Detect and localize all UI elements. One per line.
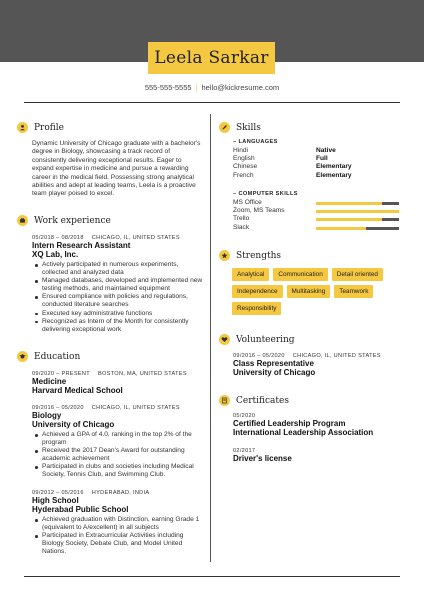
skill-row: [233, 207, 403, 215]
certificate-name: Driver's license: [233, 454, 292, 463]
entry-org: University of Chicago: [32, 420, 115, 429]
entry-dates: 09/2020 – PRESENT: [32, 371, 90, 377]
heart-icon: [219, 334, 230, 345]
entry-role: Intern Research Assistant: [32, 241, 131, 250]
language-row: [233, 155, 403, 163]
education-title: Education: [34, 351, 81, 362]
graduation-cap-icon: [17, 351, 28, 362]
star-icon: [219, 250, 230, 261]
list-item: Participated in Extracurricular Activities including Biology Society, Debate Club, and Model United Nations.: [32, 532, 204, 556]
entry-location: CHICAGO, IL, UNITED STATES: [292, 353, 381, 359]
skill-bar-fill: [316, 202, 382, 205]
computer-skills-label: – COMPUTER SKILLS: [233, 191, 298, 197]
strength-tag: Analytical: [232, 268, 269, 281]
list-item: Ensured compliance with policies and regulations, conducted literature searches: [32, 293, 204, 309]
languages-block: [233, 139, 403, 180]
entry-role: Biology: [32, 411, 62, 420]
language-name: French: [233, 171, 254, 179]
contact-separator: |: [195, 83, 198, 92]
candidate-name: Leela Sarkar: [154, 48, 269, 68]
certificate-name: Certified Leadership Program: [233, 419, 346, 428]
entry-role: High School: [32, 496, 79, 505]
strengths-header: [219, 250, 281, 261]
strength-tag: Responsibility: [232, 302, 281, 315]
education-header: [17, 351, 80, 362]
entry-dates: 09/2016 – 05/2020: [32, 405, 84, 411]
skill-bar-fill: [316, 218, 382, 221]
skill-name: MS Office: [233, 199, 262, 206]
pencil-icon: [219, 122, 230, 133]
certificate-entry: [233, 448, 403, 463]
certificates-title: Certificates: [236, 395, 289, 406]
entry-location: CHICAGO, IL, UNITED STATES: [91, 235, 180, 241]
skill-name: Slack: [233, 223, 250, 231]
work-entry: [32, 235, 204, 334]
skill-bar: [316, 202, 399, 205]
skill-bar-fill: [316, 227, 366, 230]
language-row: [233, 172, 403, 180]
computer-skills-block: [233, 191, 403, 232]
profile-title: Profile: [34, 122, 64, 133]
column-divider: [210, 114, 211, 562]
certificates-header: [219, 395, 289, 406]
top-divider: [24, 102, 400, 103]
entry-location: CHICAGO, IL, UNITED STATES: [91, 405, 180, 411]
language-row: [233, 163, 403, 171]
list-item: Achieved a GPA of 4.0, ranking in the top 2% of the program: [32, 431, 204, 447]
briefcase-icon: [17, 215, 28, 226]
skill-row: [233, 199, 403, 207]
contact-line: [0, 83, 424, 92]
strength-tag: Teamwork: [334, 285, 373, 298]
volunteering-header: [219, 334, 295, 345]
language-name: Chinese: [233, 163, 258, 171]
bottom-divider: [24, 576, 400, 577]
entry-bullets: [32, 261, 204, 334]
list-item: Achieved graduation with Distinction, earning Grade 1 (equivalent to A/excellent) in all subjects: [32, 516, 204, 532]
entry-dates: 09/2012 – 05/2016: [32, 490, 84, 496]
certificate-date: 05/2020: [233, 413, 256, 419]
entry-org: XQ Lab, Inc.: [32, 250, 79, 259]
user-icon: [17, 122, 28, 133]
entry-org: Harvard Medical School: [32, 386, 123, 395]
strength-tag: Communication: [273, 268, 327, 281]
strength-tag: Detail oriented: [332, 268, 383, 281]
strength-tag: Independence: [232, 285, 283, 298]
certificate-icon: [219, 395, 230, 406]
language-level: Full: [316, 155, 328, 163]
list-item: Managed databases, developed and implemented new testing methods, and maintained equipment: [32, 277, 204, 293]
certificate-entry: [233, 413, 403, 437]
language-row: [233, 147, 403, 155]
entry-role: Medicine: [32, 377, 67, 386]
skills-title: Skills: [236, 122, 261, 133]
profile-text: Dynamic University of Chicago graduate with a bachelor's degree in Biology, showcasing a track record of consistently delivering exceptional results. Eager to expand expertise in medicine and pursue a rewarding career in the medical field. Possessing strong analytical abilities and adept at leading teams, Leela is a proactive team player poised to excel.: [32, 140, 201, 198]
skill-bar: [316, 210, 399, 213]
entry-org: University of Chicago: [233, 368, 316, 377]
certificate-issuer: International Leadership Association: [233, 428, 374, 437]
skill-name: Trello: [233, 215, 250, 223]
skill-name: Zoom, MS Teams: [233, 207, 285, 215]
entry-dates: 05/2018 – 08/2018: [32, 235, 84, 241]
skills-header: [219, 122, 261, 133]
strength-tag: Multitasking: [287, 285, 331, 298]
strengths-title: Strengths: [236, 250, 281, 261]
education-entry: [32, 490, 204, 556]
entry-role: Class Representative: [233, 359, 314, 368]
email: hello@kickresume.com: [201, 83, 280, 92]
list-item: Participated in clubs and societies including Medical Society, Tennis Club, and Swimming Club.: [32, 463, 204, 479]
language-level: Elementary: [316, 163, 352, 171]
entry-org: Hyderabad Public School: [32, 505, 129, 514]
entry-location: HYDERABAD, INDIA: [91, 490, 150, 496]
skill-row: [233, 215, 403, 223]
list-item: Actively participated in numerous experiments, collected and analyzed data: [32, 261, 204, 277]
volunteering-title: Volunteering: [236, 334, 295, 345]
skill-bar-fill: [316, 210, 399, 213]
skill-bar: [316, 218, 399, 221]
strengths-tags: [232, 268, 402, 319]
certificate-date: 02/2017: [233, 448, 256, 454]
work-header: [17, 215, 111, 226]
language-name: Hindi: [233, 147, 249, 154]
list-item: Executed key administrative functions: [32, 310, 204, 318]
phone: 555-555-5555: [144, 83, 192, 92]
profile-header: [17, 122, 64, 133]
work-title: Work experience: [34, 215, 111, 226]
list-item: Received the 2017 Dean's Award for outstanding academic achievement: [32, 447, 204, 463]
language-level: Elementary: [316, 171, 352, 179]
volunteering-entry: [233, 353, 403, 377]
language-level: Native: [316, 147, 336, 154]
skill-bar: [316, 227, 399, 230]
entry-dates: 09/2016 – 05/2020: [233, 353, 285, 359]
entry-bullets: [32, 516, 204, 556]
entry-location: BOSTON, MA, UNITED STATES: [97, 371, 187, 377]
name-box: [148, 42, 275, 74]
entry-bullets: [32, 431, 204, 480]
skill-row: [233, 224, 403, 232]
education-entry: [32, 405, 204, 480]
list-item: Recognized as Intern of the Month for consistently delivering exceptional work: [32, 318, 204, 334]
education-entry: [32, 371, 204, 395]
language-name: English: [233, 155, 255, 163]
languages-label: – LANGUAGES: [233, 139, 278, 145]
